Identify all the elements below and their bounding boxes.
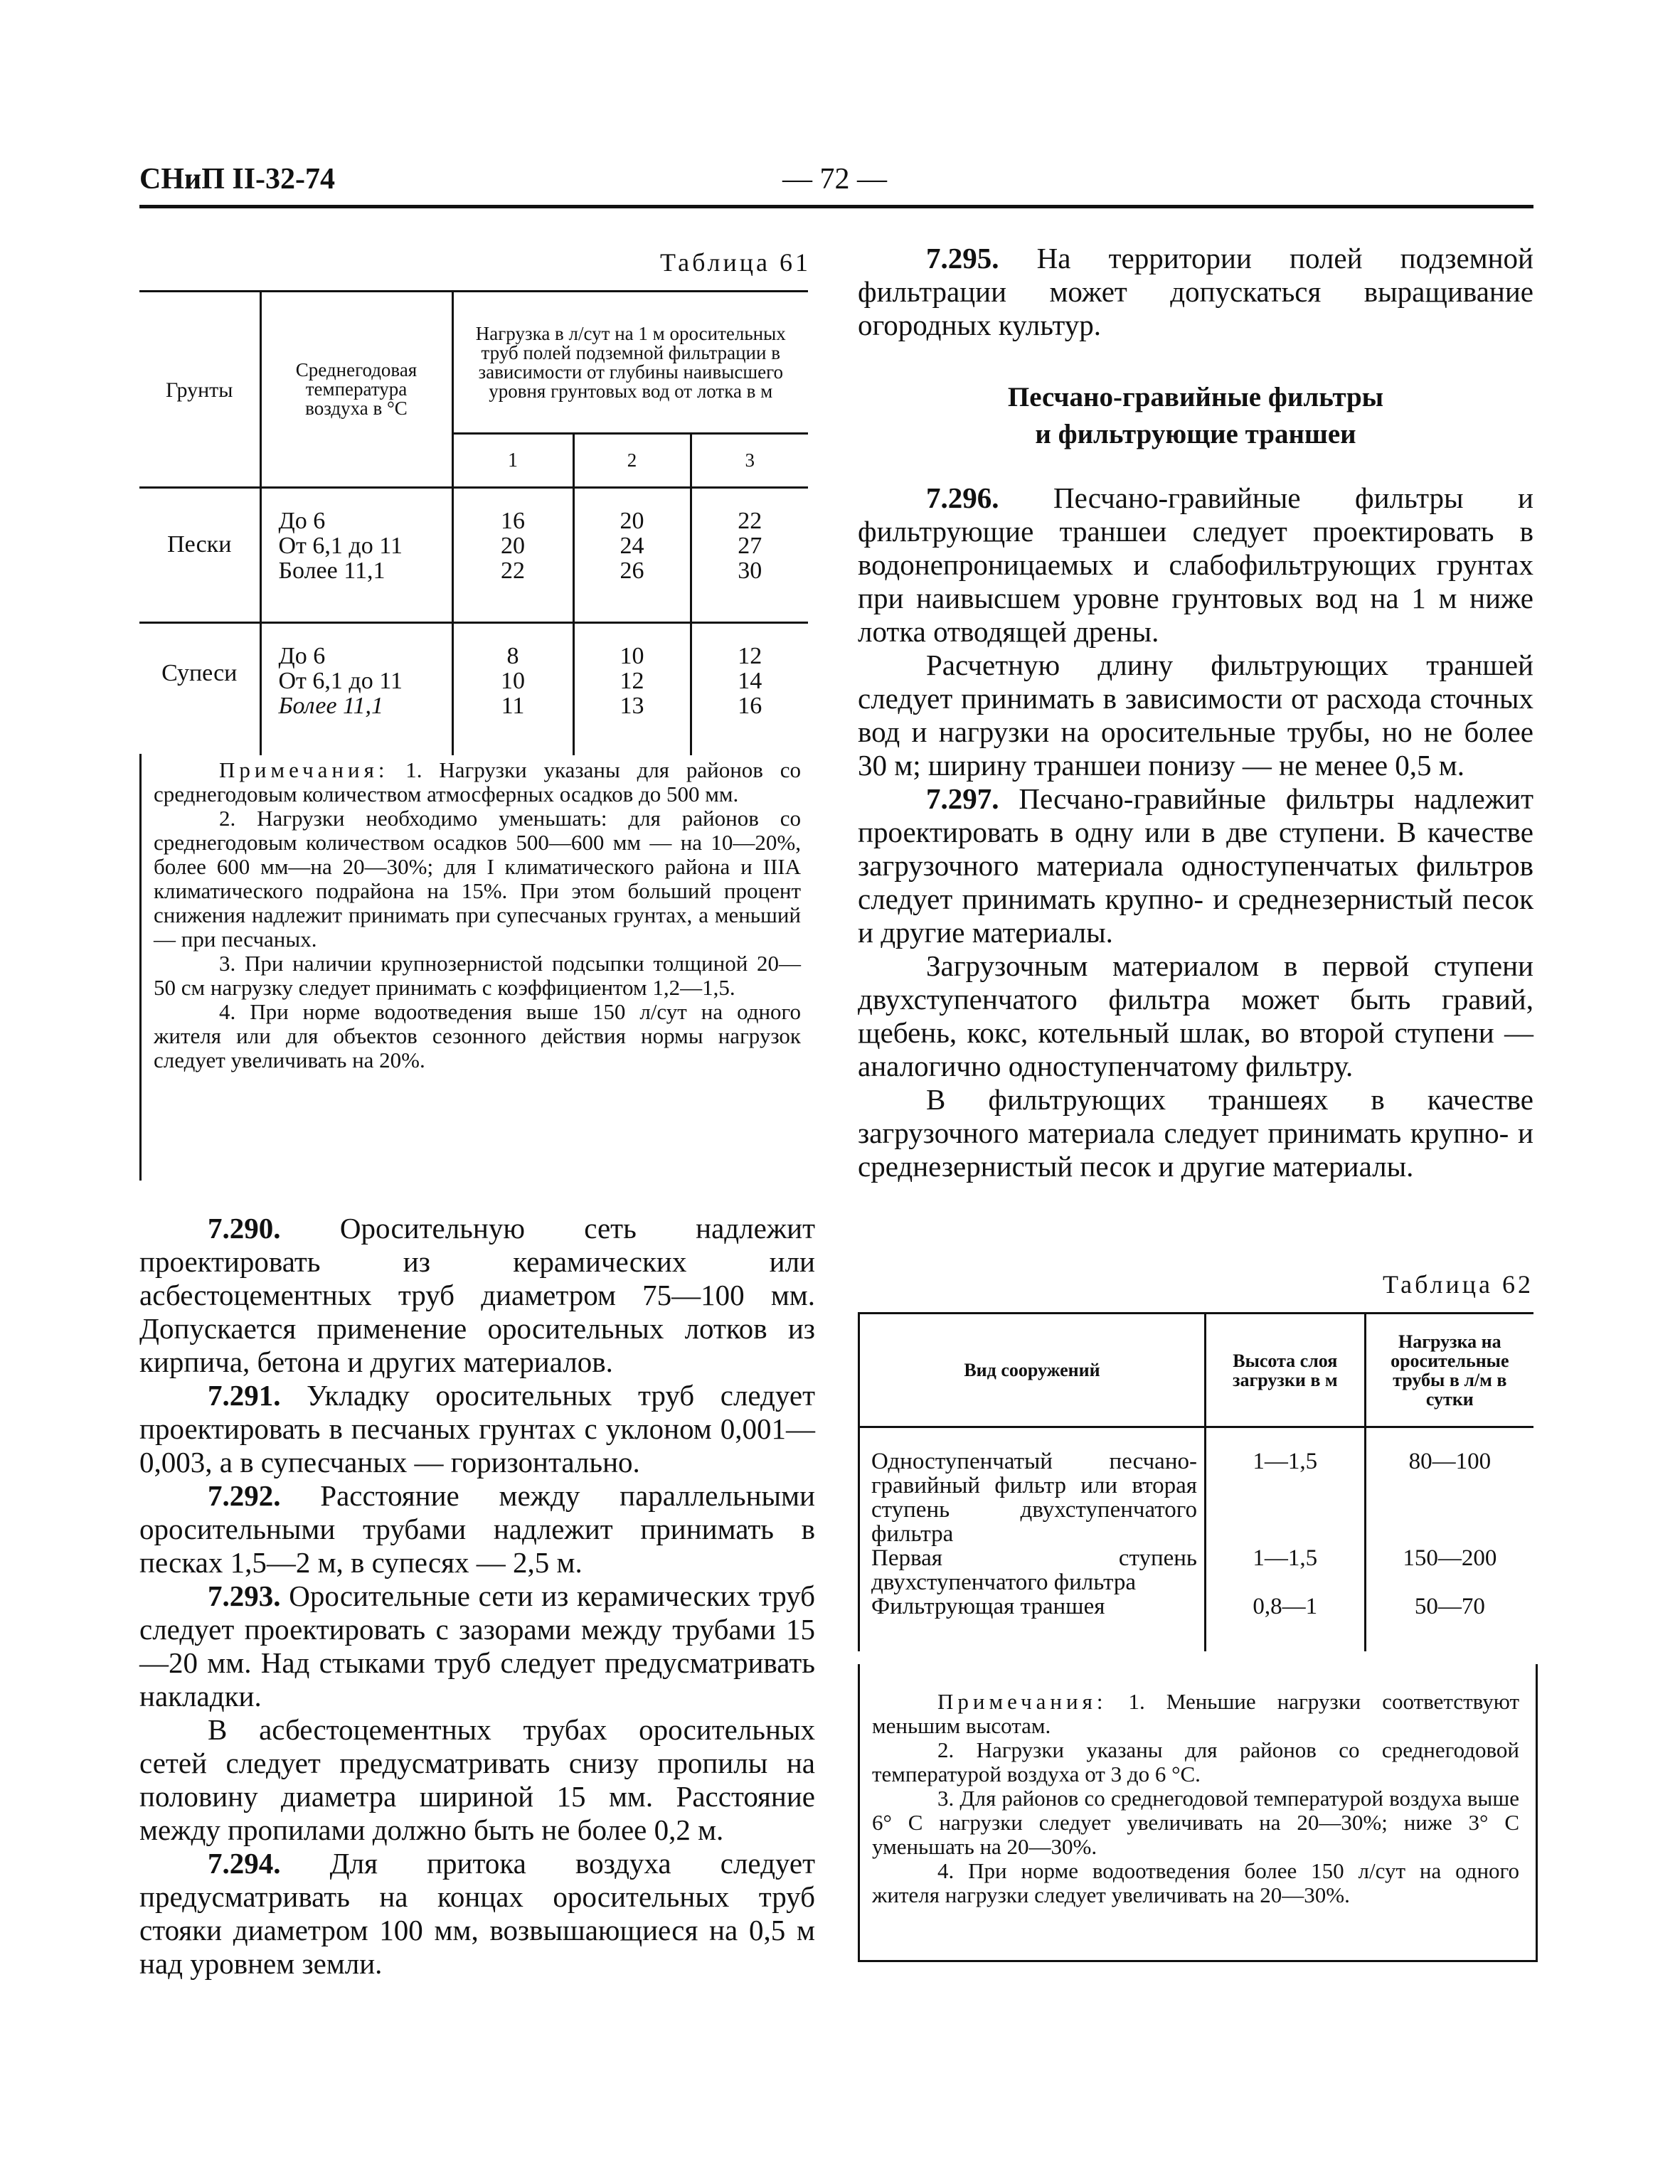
table61-cell: 14 (738, 668, 762, 694)
table61-header-soil: Грунты (166, 378, 233, 402)
table61-cell: 13 (620, 693, 644, 719)
table61-temp: До 6 (278, 643, 326, 669)
table62-notes (872, 1690, 1519, 1907)
table61-cell: 10 (620, 643, 644, 669)
table-61 (139, 290, 808, 755)
table62-header-load: Нагрузка на оросительные трубы в л/м в сутки (1391, 1331, 1509, 1410)
table-62 (858, 1312, 1533, 1651)
table62-load: 150—200 (1403, 1545, 1497, 1571)
table61-cell: 11 (501, 693, 525, 719)
table61-note: 4. При норме водоотведения выше 150 л/сут на одного жителя или для объектов сезонного действия нормы нагрузок следует увеличивать на 20%. (154, 999, 801, 1072)
clause-text: Песчано-гравийные фильтры и фильтрующие траншеи следует проектировать в водонепроницаемых и слабофильтрующих грунтах при наивысшем уровне грунтовых вод на 1 м ниже лотка отводящей дрены. (858, 481, 1533, 648)
table61-temp: От 6,1 до 11 (278, 533, 403, 559)
paragraph (858, 649, 1533, 782)
table61-note: 2. Нагрузки необходимо уменьшать: для районов со среднегодовым количеством осадков 500—600 мм — на 10—20%, более 600 мм—на 20—30%; для I климатического района и IIIА климатического подрайона на 15%. При этом больший процент снижения надлежит принимать при супесчаных грунтах, а меньший — при песчаных. (154, 806, 801, 952)
clause-text: Оросительные сети из керамических труб следует проектировать с зазорами между трубами 15—20 мм. Над стыками труб следует предусматривать накладки. (139, 1580, 815, 1712)
table61-header-temp: Среднегодовая температура воздуха в °С (295, 359, 418, 419)
table61-cell: 30 (738, 558, 762, 584)
clause-text: На территории полей подземной фильтрации может допускаться выращивание огородных культур. (858, 242, 1533, 341)
clause-number: 7.296. (926, 481, 999, 514)
paragraph (858, 782, 1533, 949)
clause-text: Оросительную сеть надлежит проектировать из керамических или асбестоцементных труб диаметром 75—100 мм. Допускается применение оросительных лотков из кирпича, бетона и других материалов. (139, 1212, 815, 1378)
clause-text: Расстояние между параллельными оросительными трубами надлежит принимать в песках 1,5—2 м, в супесях — 2,5 м. (139, 1479, 815, 1579)
paragraph (858, 242, 1533, 342)
clause-text: В фильтрующих траншеях в качестве загрузочного материала следует принимать крупно- и среднезернистый песок и другие материалы. (858, 1083, 1533, 1183)
clause-text: Укладку оросительных труб следует проектировать в песчаных грунтах с уклоном 0,001—0,003, а в супесчаных — горизонтально. (139, 1379, 815, 1479)
table61-cell: 20 (501, 533, 525, 559)
paragraph (139, 1847, 815, 1981)
right-column-text (858, 242, 1533, 1183)
table62-height: 1—1,5 (1253, 1545, 1318, 1571)
paragraph (139, 1379, 815, 1479)
table61-cell: 16 (738, 693, 762, 719)
paragraph (139, 1479, 815, 1580)
table61-cell: 8 (506, 643, 519, 669)
table62-height: 1—1,5 (1253, 1449, 1318, 1474)
table61-subcol: 2 (627, 449, 637, 471)
section-heading-line: и фильтрующие траншеи (1035, 419, 1356, 449)
clause-number: 7.295. (926, 242, 999, 275)
table62-type: Одноступенчатый песчано-гравийный фильтр или вторая ступень двухступенчатого фильтра (871, 1449, 1197, 1547)
table62-notes-label: Примечания: (937, 1689, 1107, 1714)
table61-cell: 24 (620, 533, 644, 559)
clause-number: 7.297. (926, 782, 999, 815)
paragraph (139, 1713, 815, 1847)
table61-cell: 16 (501, 508, 525, 534)
table62-header-height: Высота слоя загрузки в м (1233, 1350, 1338, 1390)
clause-text: Для притока воздуха следует предусматривать на концах оросительных труб стояки диаметром 100 мм, возвышающиеся на 0,5 м над уровнем земли. (139, 1847, 815, 1980)
left-column-text (139, 1212, 815, 1981)
table62-load: 80—100 (1408, 1449, 1492, 1474)
table61-cell: 26 (620, 558, 644, 584)
table61-cell: 22 (501, 558, 525, 584)
section-heading-line: Песчано-гравийные фильтры (1007, 382, 1384, 412)
clause-number: 7.294. (208, 1847, 281, 1880)
table61-soil: Супеси (161, 660, 238, 687)
table62-note: 1. Меньшие нагрузки соответствуют меньшим высотам. (872, 1689, 1519, 1738)
table61-subcol: 1 (508, 449, 518, 472)
table62-header-type: Вид сооружений (964, 1360, 1100, 1380)
table62-height: 0,8—1 (1253, 1594, 1318, 1619)
paragraph (139, 1580, 815, 1713)
clause-number: 7.291. (208, 1379, 281, 1412)
table61-subcol: 3 (745, 449, 755, 471)
table61-cell: 12 (738, 643, 762, 669)
clause-text: В асбестоцементных трубах оросительных сетей следует предусматривать снизу пропилы на половину диаметра шириной 15 мм. Расстояние между пропилами должно быть не более 0,2 м. (139, 1713, 815, 1846)
table61-temp: Более 11,1 (278, 693, 384, 719)
table61-temp: До 6 (278, 508, 326, 534)
table61-cell: 12 (620, 668, 644, 694)
clause-number: 7.293. (208, 1580, 281, 1612)
table61-cell: 20 (620, 508, 644, 534)
clause-number: 7.292. (208, 1479, 281, 1512)
table62-caption: Таблица 62 (1383, 1270, 1533, 1299)
clause-number: 7.290. (208, 1212, 281, 1245)
table61-note: 3. При наличии крупнозернистой подсыпки толщиной 20—50 см нагрузку следует принимать с коэффициентом 1,2—1,5. (154, 951, 801, 1000)
table61-temp: Более 11,1 (278, 558, 386, 584)
header-rule (139, 205, 1533, 208)
page-number: — 72 — (782, 163, 887, 196)
table61-cell: 10 (501, 668, 525, 694)
clause-text: Загрузочным материалом в первой ступени двухступенчатого фильтра может быть гравий, щебень, кокс, котельный шлак, во второй ступени — аналогично одноступенчатому фильтру. (858, 949, 1533, 1082)
section-heading (858, 379, 1533, 453)
table62-type: Фильтрующая траншея (871, 1594, 1105, 1619)
table61-notes-label: Примечания: (219, 757, 389, 782)
table62-note: 3. Для районов со среднегодовой температурой воздуха выше 6° С нагрузки следует увеличивать на 20—30%; ниже 3° С уменьшать на 20—30%. (872, 1786, 1519, 1859)
clause-text: Расчетную длину фильтрующих траншей следует принимать в зависимости от расхода сточных вод и нагрузки на оросительные трубы, но не более 30 м; ширину траншеи понизу — не менее 0,5 м. (858, 649, 1533, 782)
table62-note: 2. Нагрузки указаны для районов со среднегодовой температурой воздуха от 3 до 6 °С. (872, 1737, 1519, 1786)
table61-note: 1. Нагрузки указаны для районов со среднегодовым количеством атмосферных осадков до 500 мм. (154, 757, 802, 806)
paragraph (858, 949, 1533, 1083)
table61-caption: Таблица 61 (660, 248, 811, 277)
paragraph (858, 1083, 1533, 1183)
table61-soil: Пески (167, 531, 232, 558)
table61-cell: 22 (738, 508, 762, 534)
table61-cell: 27 (738, 533, 762, 559)
paragraph (858, 481, 1533, 649)
table62-load: 50—70 (1414, 1594, 1485, 1619)
table61-header-load: Нагрузка в л/сут на 1 м оросительных труб полей подземной фильтрации в зависимости от глубины наивысшего уровня грунтовых вод от лотка в м (475, 322, 786, 402)
table62-note: 4. При норме водоотведения более 150 л/сут на одного жителя нагрузки следует увеличивать на 20—30%. (872, 1858, 1519, 1907)
table62-type: Первая ступень двухступенчатого фильтра (871, 1545, 1197, 1595)
table61-notes (154, 758, 801, 1072)
document-code: СНиП II-32-74 (139, 163, 336, 196)
table61-temp: От 6,1 до 11 (278, 668, 403, 694)
paragraph (139, 1212, 815, 1379)
clause-text: Песчано-гравийные фильтры надлежит проектировать в одну или в две ступени. В качестве загрузочного материала одноступенчатых фильтров следует принимать крупно- и среднезернистый песок и другие материалы. (858, 782, 1533, 949)
